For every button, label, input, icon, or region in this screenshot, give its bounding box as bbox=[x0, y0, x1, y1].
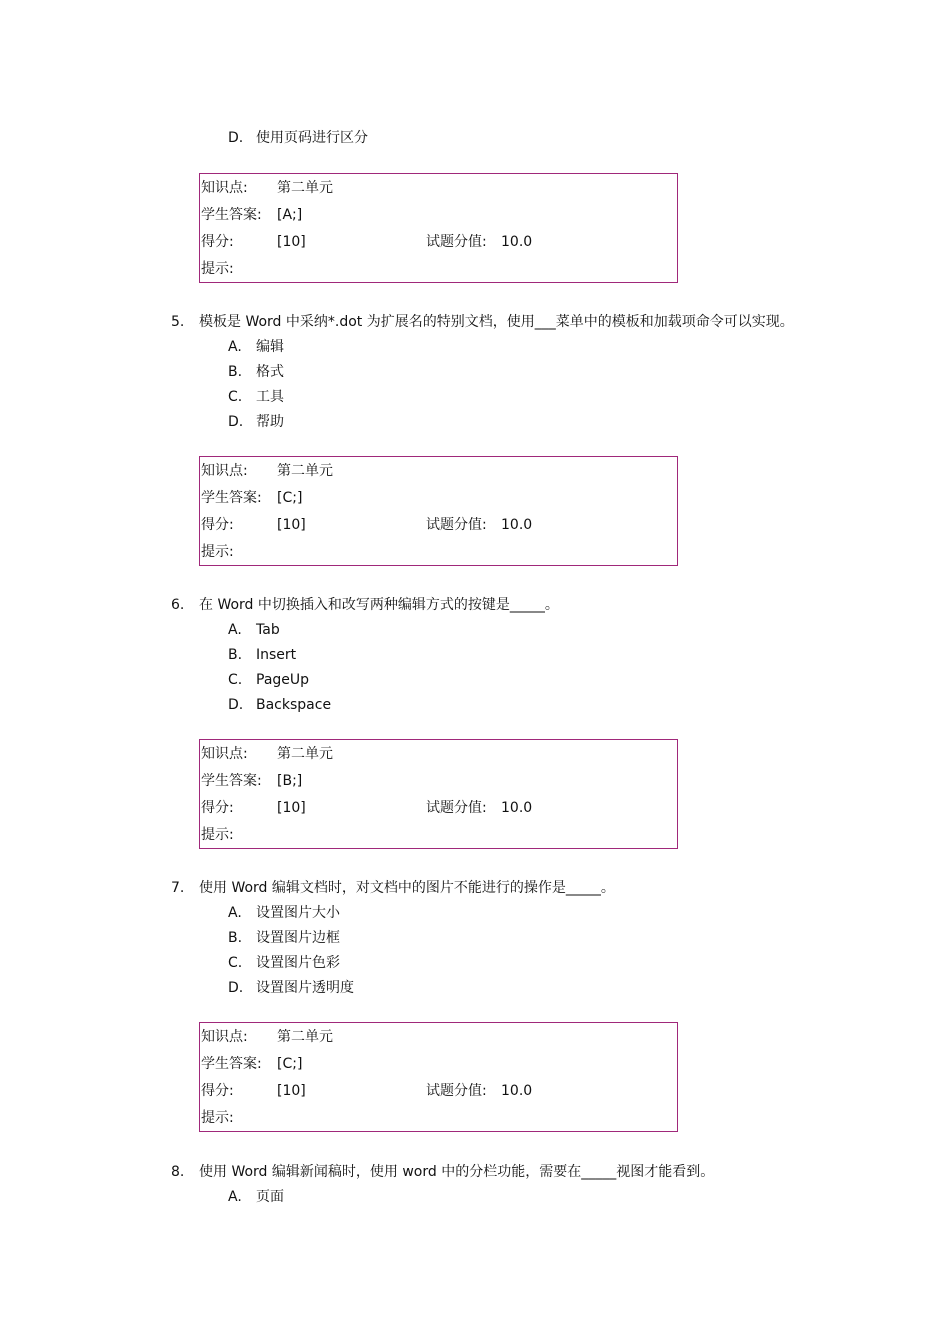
option-letter: A. bbox=[228, 622, 242, 638]
full-score-label: 试题分值: bbox=[426, 800, 487, 816]
option-text: 设置图片边框 bbox=[256, 930, 340, 946]
option-text: 设置图片色彩 bbox=[256, 955, 340, 971]
question-number: 6. bbox=[171, 597, 185, 613]
question-5 bbox=[171, 311, 794, 333]
hint-label: 提示: bbox=[201, 261, 234, 277]
option-text: 帮助 bbox=[256, 414, 284, 430]
hint-label: 提示: bbox=[201, 1110, 234, 1126]
option-letter: B. bbox=[228, 930, 243, 946]
option-text: 工具 bbox=[256, 389, 284, 405]
score-value: [10] bbox=[277, 517, 306, 533]
option-letter: D. bbox=[228, 414, 244, 430]
answer-label: 学生答案: bbox=[201, 207, 262, 223]
q5-option-c bbox=[228, 386, 284, 408]
info-box-q5 bbox=[199, 456, 678, 566]
score-label: 得分: bbox=[201, 800, 234, 816]
option-letter: A. bbox=[228, 1189, 242, 1205]
option-letter: D. bbox=[228, 980, 244, 996]
option-letter: C. bbox=[228, 389, 243, 405]
full-score-value: 10.0 bbox=[501, 234, 533, 250]
score-value: [10] bbox=[277, 234, 306, 250]
question-text: 模板是 Word 中采纳*.dot 为扩展名的特别文档，使用___菜单中的模板和加载项命令可以实现。 bbox=[199, 314, 794, 330]
q6-option-a bbox=[228, 619, 280, 641]
option-text: Tab bbox=[256, 622, 280, 638]
knowledge-value: 第二单元 bbox=[277, 180, 333, 196]
hint-label: 提示: bbox=[201, 827, 234, 843]
option-text: 页面 bbox=[256, 1189, 284, 1205]
question-number: 7. bbox=[171, 880, 185, 896]
score-label: 得分: bbox=[201, 1083, 234, 1099]
q8-option-a bbox=[228, 1186, 284, 1208]
full-score-label: 试题分值: bbox=[426, 234, 487, 250]
full-score-label: 试题分值: bbox=[426, 1083, 487, 1099]
option-text: 设置图片大小 bbox=[256, 905, 340, 921]
question-text: 使用 Word 编辑文档时，对文档中的图片不能进行的操作是_____。 bbox=[199, 880, 615, 896]
answer-label: 学生答案: bbox=[201, 773, 262, 789]
answer-value: [C;] bbox=[277, 490, 303, 506]
score-value: [10] bbox=[277, 800, 306, 816]
option-letter: D. bbox=[228, 130, 244, 146]
knowledge-value: 第二单元 bbox=[277, 1029, 333, 1045]
knowledge-label: 知识点: bbox=[201, 463, 248, 479]
score-label: 得分: bbox=[201, 234, 234, 250]
knowledge-label: 知识点: bbox=[201, 180, 248, 196]
question-number: 5. bbox=[171, 314, 185, 330]
option-letter: C. bbox=[228, 955, 243, 971]
full-score-value: 10.0 bbox=[501, 1083, 533, 1099]
question-6 bbox=[171, 594, 559, 616]
option-letter: C. bbox=[228, 672, 243, 688]
option-letter: B. bbox=[228, 364, 243, 380]
score-label: 得分: bbox=[201, 517, 234, 533]
q5-option-b bbox=[228, 361, 284, 383]
knowledge-value: 第二单元 bbox=[277, 463, 333, 479]
knowledge-label: 知识点: bbox=[201, 1029, 248, 1045]
option-text: 设置图片透明度 bbox=[256, 980, 354, 996]
option-text: PageUp bbox=[256, 672, 310, 688]
option-text: 编辑 bbox=[256, 339, 284, 355]
answer-value: [A;] bbox=[277, 207, 303, 223]
question-7 bbox=[171, 877, 615, 899]
answer-label: 学生答案: bbox=[201, 1056, 262, 1072]
question-text: 使用 Word 编辑新闻稿时，使用 word 中的分栏功能，需要在_____视图才能看到。 bbox=[199, 1164, 715, 1180]
answer-value: [B;] bbox=[277, 773, 303, 789]
hint-label: 提示: bbox=[201, 544, 234, 560]
option-letter: B. bbox=[228, 647, 243, 663]
q5-option-a bbox=[228, 336, 284, 358]
full-score-label: 试题分值: bbox=[426, 517, 487, 533]
answer-value: [C;] bbox=[277, 1056, 303, 1072]
question-text: 在 Word 中切换插入和改写两种编辑方式的按键是_____。 bbox=[199, 597, 559, 613]
knowledge-label: 知识点: bbox=[201, 746, 248, 762]
option-text: 格式 bbox=[256, 364, 284, 380]
option-d-previous bbox=[228, 127, 368, 149]
score-value: [10] bbox=[277, 1083, 306, 1099]
info-box-q6 bbox=[199, 739, 678, 849]
q7-option-a bbox=[228, 902, 340, 924]
full-score-value: 10.0 bbox=[501, 800, 533, 816]
q5-option-d bbox=[228, 411, 284, 433]
answer-label: 学生答案: bbox=[201, 490, 262, 506]
question-number: 8. bbox=[171, 1164, 185, 1180]
info-box-q4 bbox=[199, 173, 678, 283]
full-score-value: 10.0 bbox=[501, 517, 533, 533]
q7-option-d bbox=[228, 977, 354, 999]
q6-option-d bbox=[228, 694, 331, 716]
option-text: Backspace bbox=[256, 697, 332, 713]
option-text: 使用页码进行区分 bbox=[256, 130, 368, 146]
q7-option-c bbox=[228, 952, 340, 974]
info-box-q7 bbox=[199, 1022, 678, 1132]
option-text: Insert bbox=[256, 647, 297, 663]
q6-option-c bbox=[228, 669, 309, 691]
knowledge-value: 第二单元 bbox=[277, 746, 333, 762]
question-8 bbox=[171, 1161, 714, 1183]
option-letter: A. bbox=[228, 905, 242, 921]
option-letter: D. bbox=[228, 697, 244, 713]
q6-option-b bbox=[228, 644, 296, 666]
q7-option-b bbox=[228, 927, 340, 949]
option-letter: A. bbox=[228, 339, 242, 355]
